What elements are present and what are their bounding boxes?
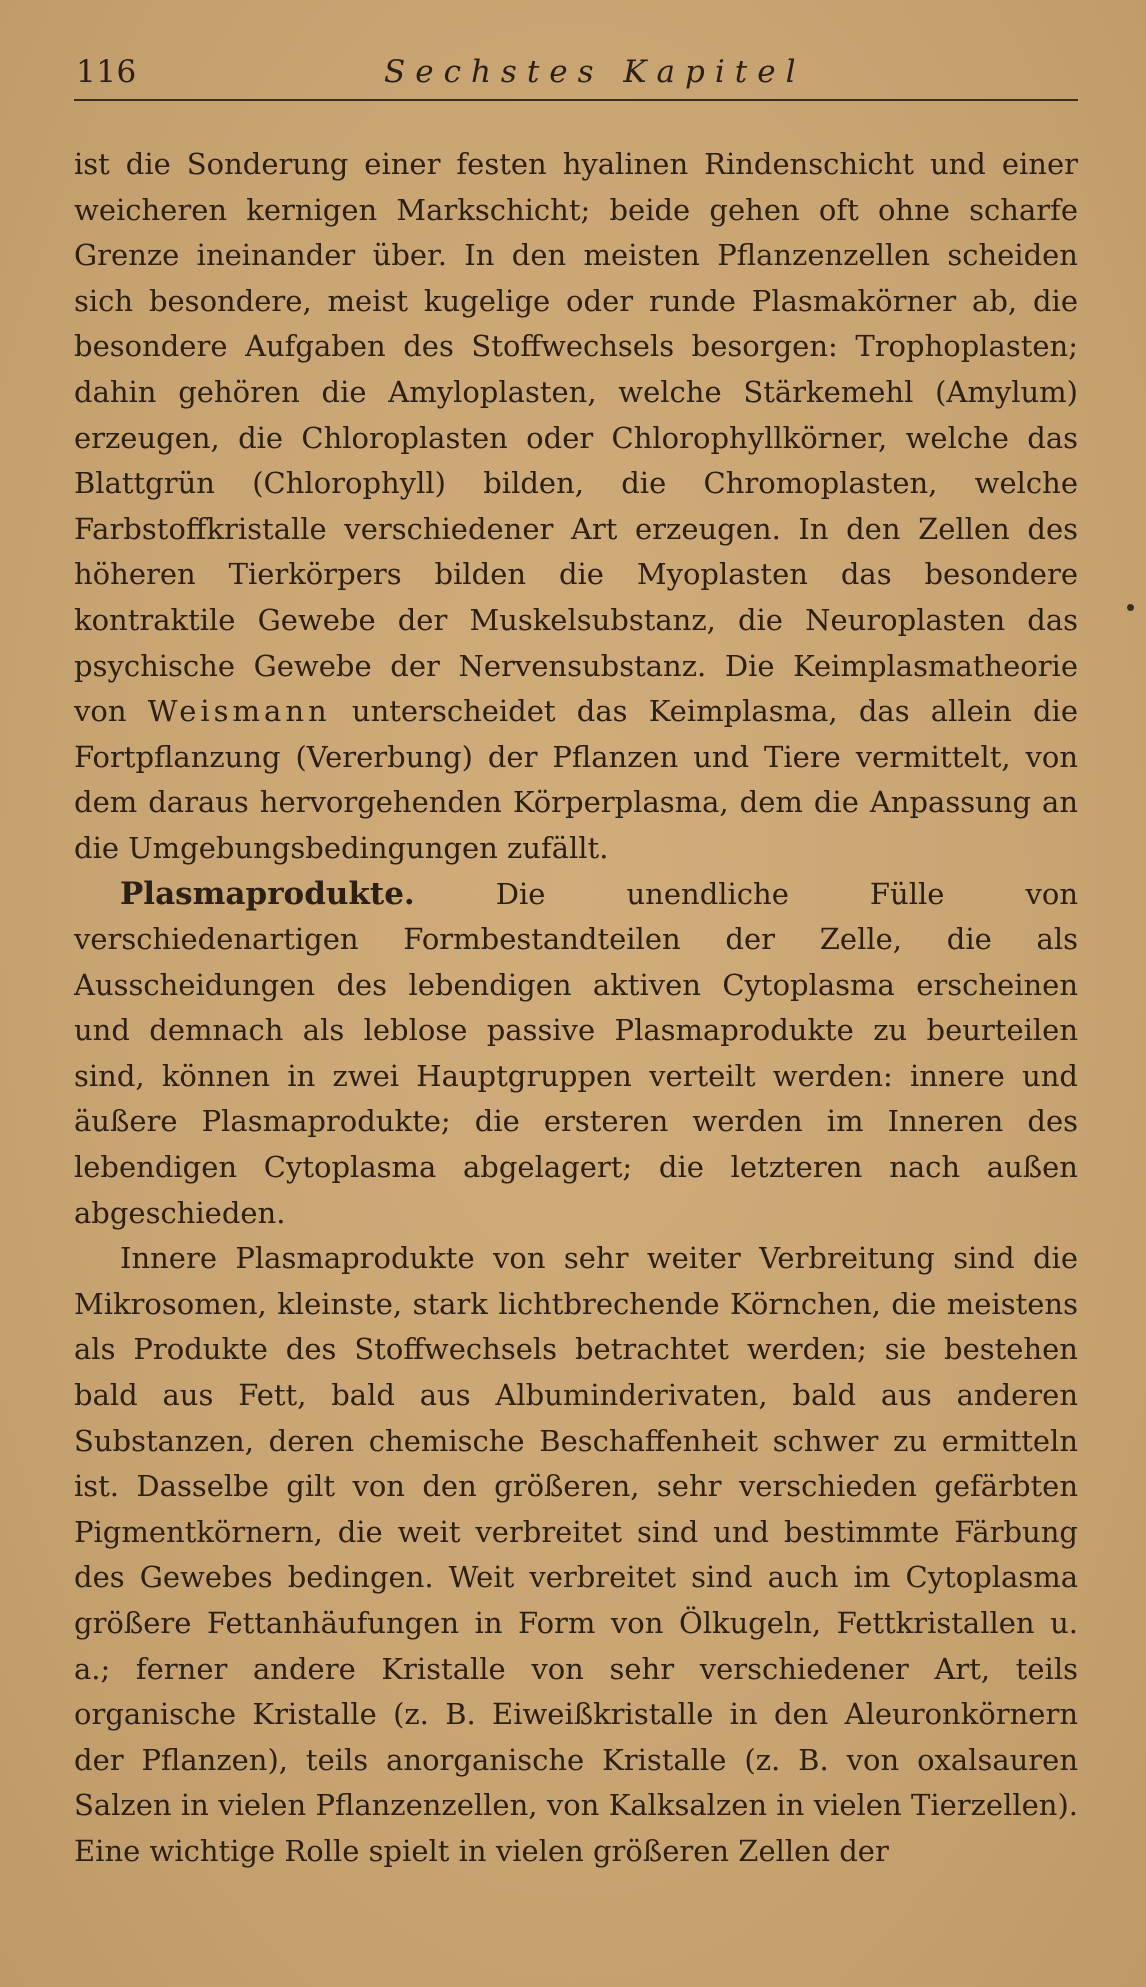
page-number: 116: [76, 54, 137, 90]
paragraph-1: [74, 142, 1078, 872]
paragraph-2-text: Die unendliche Fülle von verschiedenartigen Formbestandteilen der Zelle, die als Ausscheidungen des lebendigen aktiven Cytoplasma erscheinen und demnach als leblose passive Plasmaprodukte zu beurteilen sind, können in zwei Hauptgruppen verteilt werden: innere und äußere Plasmaprodukte; die ersteren werden im Inneren des lebendigen Cytoplasma abgelagert; die letzteren nach außen abgeschieden.: [74, 876, 1078, 1230]
section-run-in-heading: Plasmaprodukte.: [120, 875, 415, 912]
header-rule: [74, 99, 1078, 101]
paragraph-2: [74, 872, 1078, 1237]
page-header: [74, 54, 1078, 100]
body-text: [74, 142, 1078, 1875]
margin-speck: [1127, 604, 1134, 611]
paragraph-1-text-a: ist die Sonderung einer festen hyalinen Rindenschicht und einer weicheren kernigen Markschicht; beide gehen oft ohne scharfe Grenze ineinander über. In den meisten Pflanzenzellen scheiden sich besondere, meist kugelige oder runde Plasmakörner ab, die besondere Aufgaben des Stoffwechsels besorgen: Trophoplasten; dahin gehören die Amyloplasten, welche Stärkemehl (Amylum) erzeugen, die Chloroplasten oder Chlorophyllkörner, welche das Blattgrün (Chlorophyll) bilden, die Chromoplasten, welche Farbstoffkristalle verschiedener Art erzeugen. In den Zellen des höheren Tierkörpers bilden die Myoplasten das besondere kontraktile Gewebe der Muskelsubstanz, die Neuroplasten das psychische Gewebe der Nervensubstanz. Die Keimplasmatheorie von: [74, 147, 1078, 729]
running-head: Sechstes Kapitel: [384, 54, 806, 90]
paragraph-3-text: Innere Plasmaprodukte von sehr weiter Verbreitung sind die Mikrosomen, kleinste, stark lichtbrechende Körnchen, die meistens als Produkte des Stoffwechsels betrachtet werden; sie bestehen bald aus Fett, bald aus Albuminderivaten, bald aus anderen Substanzen, deren chemische Beschaffenheit schwer zu ermitteln ist. Dasselbe gilt von den größeren, sehr verschieden gefärbten Pigmentkörnern, die weit verbreitet sind und bestimmte Färbung des Gewebes bedingen. Weit verbreitet sind auch im Cytoplasma größere Fettanhäufungen in Form von Ölkugeln, Fettkristallen u. a.; ferner andere Kristalle von sehr verschiedener Art, teils organische Kristalle (z. B. Eiweißkristalle in den Aleuronkörnern der Pflanzen), teils anorganische Kristalle (z. B. von oxalsauren Salzen in vielen Pflanzenzellen, von Kalksalzen in vielen Tierzellen). Eine wichtige Rolle spielt in vielen größeren Zellen der: [74, 1241, 1078, 1868]
paragraph-1-text-b: unterscheidet das Keimplasma, das allein die Fortpflanzung (Vererbung) der Pflanzen und Tiere vermittelt, von dem daraus hervorgehenden Körperplasma, dem die Anpassung an die Umgebungsbedingungen zufällt.: [74, 694, 1078, 865]
paragraph-3: [74, 1236, 1078, 1874]
author-name-spaced: Weismann: [147, 694, 331, 729]
